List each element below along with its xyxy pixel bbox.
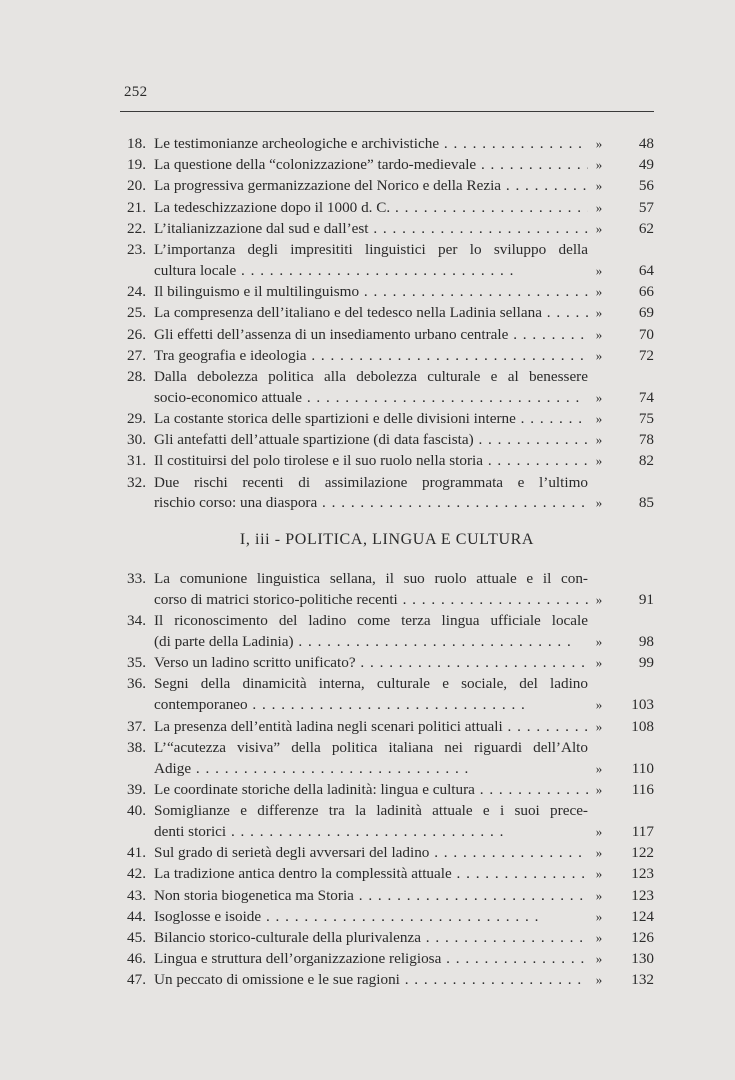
entry-page-number: 103 bbox=[631, 696, 654, 714]
entry-number: 47. bbox=[127, 971, 146, 989]
entry-title-line: corso di matrici storico-politiche recenti . . bbox=[154, 590, 588, 610]
entry-page-number: 98 bbox=[638, 632, 654, 650]
guillemet-mark: » bbox=[595, 718, 603, 734]
entry-number: 24. bbox=[127, 283, 146, 301]
entry-page-number: 82 bbox=[638, 452, 654, 470]
entry-page-number: 48 bbox=[638, 135, 654, 152]
entry-title-line: Gli antefatti dell’attuale spartizione (di data fascista) . . bbox=[154, 430, 588, 450]
guillemet-mark: » bbox=[595, 199, 603, 215]
entry-number: 41. bbox=[127, 844, 146, 862]
entry-page-number: 116 bbox=[631, 780, 654, 798]
entry-title-line: Tra geografia e ideologia . . bbox=[154, 346, 588, 366]
entry-title-line: La presenza dell’entità ladina negli scenari politici attuali . . bbox=[154, 717, 588, 737]
entry-title-line: La questione della “colonizzazione” tardo-medievale . . bbox=[154, 155, 588, 175]
guillemet-mark: » bbox=[595, 347, 603, 363]
entry-number: 45. bbox=[127, 928, 146, 946]
guillemet-mark: » bbox=[595, 389, 603, 405]
entry-page-number: 57 bbox=[638, 198, 654, 216]
guillemet-mark: » bbox=[595, 823, 603, 839]
entry-page-number: 64 bbox=[638, 261, 654, 279]
guillemet-mark: » bbox=[595, 845, 603, 861]
entry-number: 21. bbox=[127, 198, 146, 216]
entry-page-number: 91 bbox=[638, 590, 654, 608]
entry-page-number: 49 bbox=[638, 156, 654, 174]
entry-number: 37. bbox=[127, 717, 146, 735]
entry-page-number: 62 bbox=[638, 219, 654, 237]
entry-title-line: Lingua e struttura dell’organizzazione religiosa . . bbox=[154, 949, 588, 969]
guillemet-mark: » bbox=[595, 432, 603, 448]
guillemet-mark: » bbox=[595, 495, 603, 511]
entry-number: 32. bbox=[127, 473, 146, 491]
entry-number: 36. bbox=[127, 675, 146, 693]
entry-number: 20. bbox=[127, 177, 146, 195]
guillemet-mark: » bbox=[595, 453, 603, 469]
guillemet-mark: » bbox=[595, 262, 603, 278]
guillemet-mark: » bbox=[595, 697, 603, 713]
entry-page-number: 69 bbox=[638, 304, 654, 322]
guillemet-mark: » bbox=[595, 305, 603, 321]
entry-title-line: Il riconoscimento del ladino come terza lingua ufficiale locale bbox=[154, 612, 588, 630]
entry-title-line: Gli effetti dell’assenza di un insediamento urbano centrale . . bbox=[154, 325, 588, 345]
header-rule bbox=[120, 111, 654, 112]
entry-title-line: contemporaneo . . bbox=[154, 695, 588, 715]
entry-page-number: 117 bbox=[631, 822, 654, 840]
entry-page-number: 110 bbox=[631, 759, 654, 777]
entry-page-number: 72 bbox=[638, 346, 654, 364]
entry-number: 28. bbox=[127, 367, 146, 385]
entry-title-line: Le testimonianze archeologiche e archivistiche . . bbox=[154, 134, 588, 154]
entry-number: 34. bbox=[127, 612, 146, 630]
entry-page-number: 70 bbox=[638, 325, 654, 343]
entry-title-line: Segni della dinamicità interna, culturale e sociale, del ladino bbox=[154, 675, 588, 693]
entry-number: 22. bbox=[127, 219, 146, 237]
entry-number: 42. bbox=[127, 865, 146, 883]
entry-page-number: 56 bbox=[638, 177, 654, 195]
entry-title-line: Un peccato di omissione e le sue ragioni . . bbox=[154, 970, 588, 990]
entry-title-line: denti storici . . bbox=[154, 822, 588, 842]
entry-number: 46. bbox=[127, 950, 146, 968]
entry-title-line: Il costituirsi del polo tirolese e il suo ruolo nella storia . . bbox=[154, 451, 588, 471]
guillemet-mark: » bbox=[595, 591, 603, 607]
entry-number: 39. bbox=[127, 780, 146, 798]
entry-title-line: Bilancio storico-culturale della plurivalenza . . bbox=[154, 928, 588, 948]
entry-title-line: Due rischi recenti di assimilazione programmata e l’ultimo bbox=[154, 473, 588, 491]
entry-number: 38. bbox=[127, 738, 146, 756]
entry-page-number: 66 bbox=[638, 283, 654, 301]
entry-number: 29. bbox=[127, 410, 146, 427]
entry-title-line: La compresenza dell’italiano e del tedesco nella Ladinia sellana . . bbox=[154, 303, 588, 323]
entry-page-number: 132 bbox=[631, 971, 654, 989]
entry-page-number: 123 bbox=[631, 886, 654, 904]
guillemet-mark: » bbox=[595, 284, 603, 300]
entry-number: 35. bbox=[127, 654, 146, 672]
entry-number: 40. bbox=[127, 802, 146, 819]
page-number: 252 bbox=[124, 84, 148, 100]
entry-page-number: 85 bbox=[638, 494, 654, 512]
entry-title-line: Il bilinguismo e il multilinguismo . . bbox=[154, 282, 588, 302]
entry-number: 30. bbox=[127, 431, 146, 449]
entry-title-line: Somiglianze e differenze tra la ladinità attuale e i suoi prece- bbox=[154, 802, 588, 819]
entry-title-line: La tradizione antica dentro la complessità attuale . . bbox=[154, 864, 588, 884]
entry-title-line: (di parte della Ladinia) . . bbox=[154, 632, 588, 652]
guillemet-mark: » bbox=[595, 157, 603, 173]
entry-title-line: Sul grado di serietà degli avversari del ladino . . bbox=[154, 843, 588, 863]
entry-number: 43. bbox=[127, 886, 146, 904]
entry-number: 25. bbox=[127, 304, 146, 322]
entry-title-line: cultura locale . . bbox=[154, 261, 588, 281]
guillemet-mark: » bbox=[595, 760, 603, 776]
entry-title-line: Le coordinate storiche della ladinità: lingua e cultura . . bbox=[154, 780, 588, 800]
entry-title-line: rischio corso: una diaspora . . bbox=[154, 493, 588, 513]
guillemet-mark: » bbox=[595, 136, 603, 151]
guillemet-mark: » bbox=[595, 655, 603, 671]
entry-title-line: La comunione linguistica sellana, il suo ruolo attuale e il con- bbox=[154, 570, 588, 587]
guillemet-mark: » bbox=[595, 972, 603, 988]
entry-title-line: La costante storica delle spartizioni e delle divisioni interne . . bbox=[154, 409, 588, 429]
guillemet-mark: » bbox=[595, 781, 603, 797]
guillemet-mark: » bbox=[595, 929, 603, 945]
entry-title-line: L’importanza degli impresititi linguistici per lo sviluppo della bbox=[154, 241, 588, 258]
entry-title-line: Adige . . bbox=[154, 759, 588, 779]
entry-number: 44. bbox=[127, 907, 146, 925]
guillemet-mark: » bbox=[595, 178, 603, 194]
entry-page-number: 99 bbox=[638, 654, 654, 672]
entry-number: 19. bbox=[127, 156, 146, 174]
entry-page-number: 130 bbox=[631, 950, 654, 968]
entry-page-number: 108 bbox=[631, 717, 654, 735]
entry-page-number: 126 bbox=[631, 928, 654, 946]
guillemet-mark: » bbox=[595, 633, 603, 649]
guillemet-mark: » bbox=[595, 866, 603, 882]
guillemet-mark: » bbox=[595, 326, 603, 342]
entry-title-line: La progressiva germanizzazione del Norico e della Rezia . . bbox=[154, 176, 588, 196]
entry-page-number: 74 bbox=[638, 388, 654, 406]
entry-title-line: La tedeschizzazione dopo il 1000 d. C. . . bbox=[154, 198, 588, 218]
guillemet-mark: » bbox=[595, 220, 603, 236]
entry-number: 18. bbox=[127, 135, 146, 152]
entry-title-line: Non storia biogenetica ma Storia . . bbox=[154, 886, 588, 906]
entry-page-number: 123 bbox=[631, 865, 654, 883]
entry-page-number: 75 bbox=[638, 410, 654, 427]
entry-title-line: Verso un ladino scritto unificato? . . bbox=[154, 653, 588, 673]
entry-page-number: 124 bbox=[631, 907, 654, 925]
entry-number: 26. bbox=[127, 325, 146, 343]
entry-title-line: Dalla debolezza politica alla debolezza culturale e al benessere bbox=[154, 367, 588, 385]
entry-number: 31. bbox=[127, 452, 146, 470]
guillemet-mark: » bbox=[595, 908, 603, 924]
entry-number: 33. bbox=[127, 570, 146, 587]
guillemet-mark: » bbox=[595, 951, 603, 967]
entry-title-line: Isoglosse e isoide . . bbox=[154, 907, 588, 927]
entry-title-line: L’italianizzazione dal sud e dall’est . . bbox=[154, 219, 588, 239]
guillemet-mark: » bbox=[595, 887, 603, 903]
entry-title-line: L’“acutezza visiva” della politica italiana nei riguardi dell’Alto bbox=[154, 738, 588, 756]
entry-number: 27. bbox=[127, 346, 146, 364]
entry-title-line: socio-economico attuale . . bbox=[154, 388, 588, 408]
guillemet-mark: » bbox=[595, 411, 603, 426]
entry-number: 23. bbox=[127, 241, 146, 258]
section-heading: I, iii - POLITICA, LINGUA E CULTURA bbox=[239, 531, 535, 548]
entry-page-number: 78 bbox=[638, 431, 654, 449]
entry-page-number: 122 bbox=[631, 844, 654, 862]
